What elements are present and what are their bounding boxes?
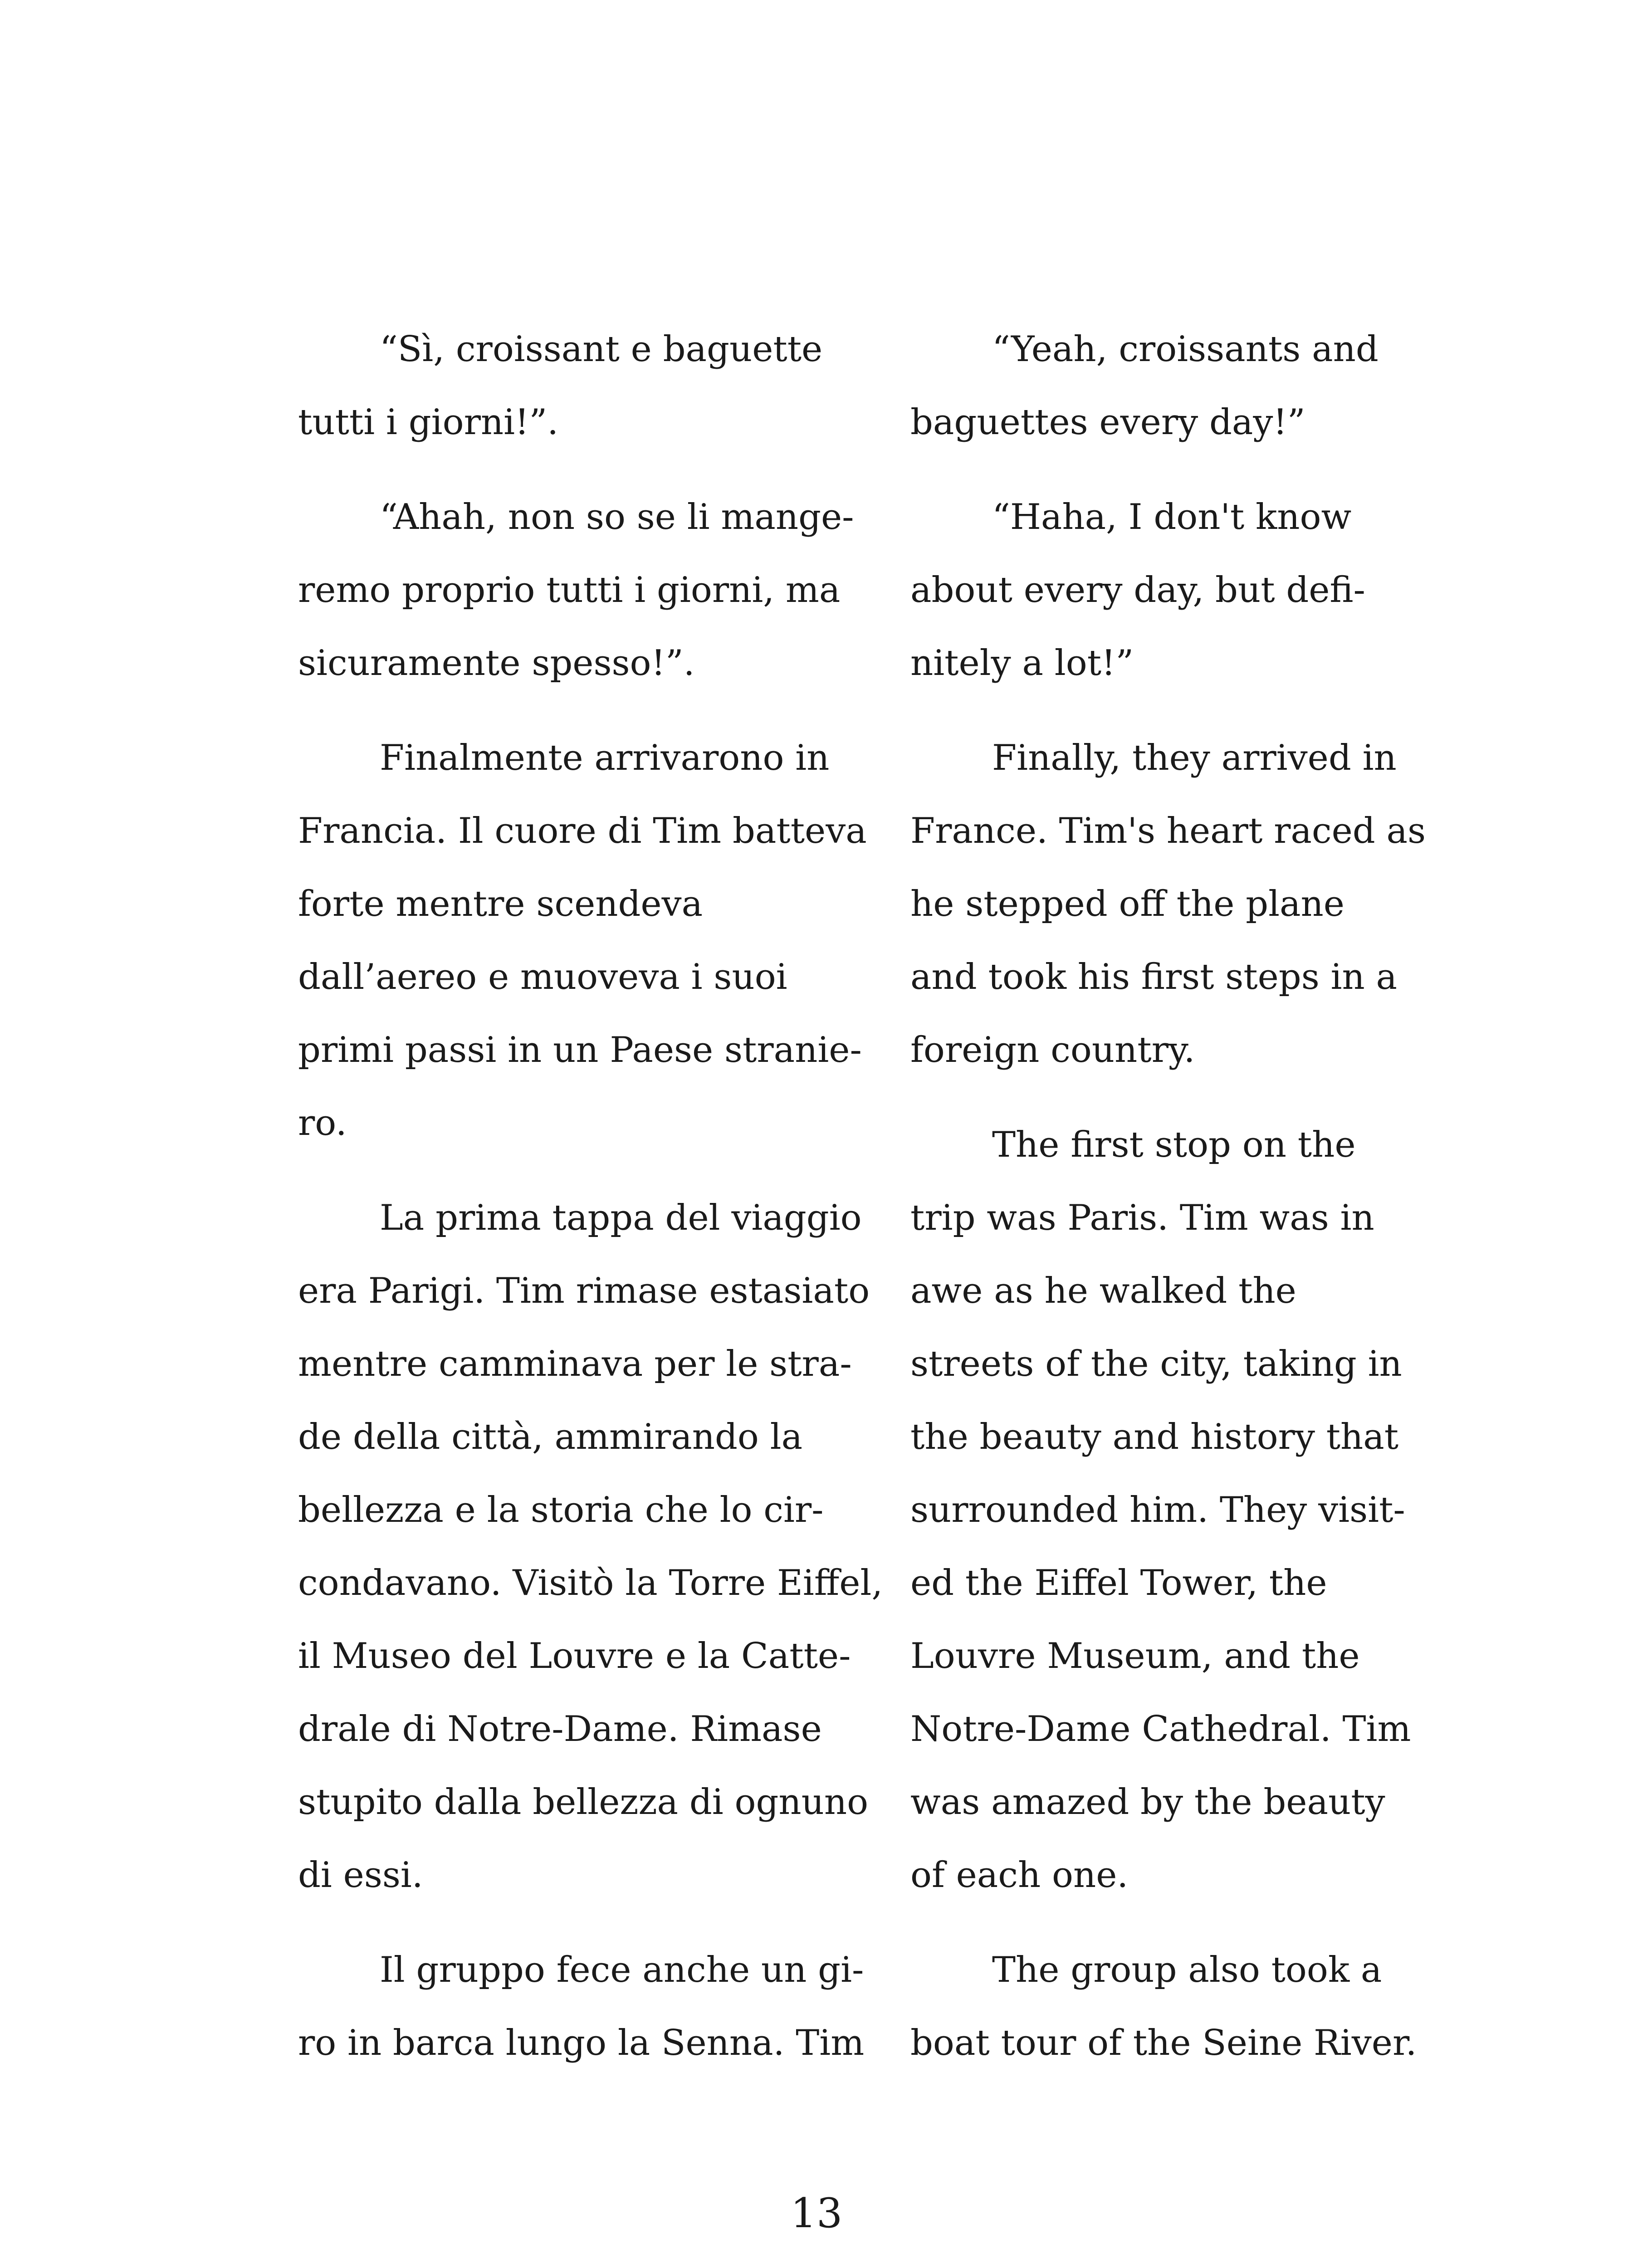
text-line: ro. [298, 1103, 347, 1144]
text-line: and took his first steps in a [910, 957, 1398, 997]
text-line: drale di Notre-Dame. Rimase [298, 1709, 822, 1750]
text-line: Francia. Il cuore di Tim batteva [298, 811, 867, 851]
text-line: stupito dalla bellezza di ognuno [298, 1782, 869, 1823]
text-line: bellezza e la storia che lo cir- [298, 1490, 824, 1530]
paragraph [910, 722, 1496, 1087]
text-line: remo proprio tutti i giorni, ma [298, 570, 841, 611]
text-line: streets of the city, taking in [910, 1344, 1402, 1384]
text-line: trip was Paris. Tim was in [910, 1198, 1374, 1238]
paragraph [298, 481, 883, 700]
text-line: surrounded him. They visit- [910, 1490, 1405, 1530]
text-line: Il gruppo fece anche un gi- [380, 1950, 864, 1990]
text-line: was amazed by the beauty [910, 1782, 1385, 1823]
text-line: il Museo del Louvre e la Catte- [298, 1636, 851, 1677]
paragraph [910, 313, 1496, 459]
text-line: La prima tappa del viaggio [380, 1198, 862, 1238]
text-line: foreign country. [910, 1030, 1195, 1070]
text-line: “Yeah, croissants and [992, 329, 1379, 370]
text-line: of each one. [910, 1855, 1129, 1896]
text-line: the beauty and history that [910, 1417, 1399, 1457]
text-line: boat tour of the Seine River. [910, 2023, 1417, 2063]
paragraph [910, 1934, 1496, 2080]
paragraph [910, 481, 1496, 700]
text-line: Louvre Museum, and the [910, 1636, 1360, 1677]
text-line: Notre-Dame Cathedral. Tim [910, 1709, 1411, 1750]
text-line: ed the Eiffel Tower, the [910, 1563, 1327, 1603]
text-line: The first stop on the [992, 1124, 1356, 1165]
text-line: The group also took a [992, 1950, 1382, 1990]
page-number: 13 [790, 2190, 843, 2237]
text-line: France. Tim's heart raced as [910, 811, 1426, 851]
text-line: tutti i giorni!”. [298, 402, 559, 443]
text-line: nitely a lot!” [910, 643, 1134, 684]
italian-column [298, 313, 883, 2080]
text-line: ro in barca lungo la Senna. Tim [298, 2023, 865, 2063]
text-line: baguettes every day!” [910, 402, 1305, 443]
text-line: about every day, but defi- [910, 570, 1365, 611]
text-line: “Sì, croissant e baguette [380, 329, 823, 370]
text-line: “Haha, I don't know [992, 497, 1352, 538]
text-line: Finalmente arrivarono in [380, 738, 830, 778]
paragraph [298, 313, 883, 459]
text-line: he stepped off the plane [910, 884, 1345, 924]
english-column [910, 313, 1496, 2080]
paragraph [298, 722, 883, 1160]
text-line: condavano. Visitò la Torre Eiffel, [298, 1563, 883, 1603]
text-line: Finally, they arrived in [992, 738, 1397, 778]
text-line: de della città, ammirando la [298, 1417, 803, 1457]
paragraph [298, 1182, 883, 1912]
text-line: primi passi in un Paese stranie- [298, 1030, 862, 1070]
text-line: di essi. [298, 1855, 423, 1896]
text-line: “Ahah, non so se li mange- [380, 497, 854, 538]
text-line: era Parigi. Tim rimase estasiato [298, 1271, 870, 1311]
paragraph [910, 1109, 1496, 1912]
text-line: forte mentre scendeva [298, 884, 703, 924]
text-line: awe as he walked the [910, 1271, 1296, 1311]
paragraph [298, 1934, 883, 2080]
text-line: mentre camminava per le stra- [298, 1344, 852, 1384]
text-line: sicuramente spesso!”. [298, 643, 695, 684]
text-line: dall’aereo e muoveva i suoi [298, 957, 787, 997]
